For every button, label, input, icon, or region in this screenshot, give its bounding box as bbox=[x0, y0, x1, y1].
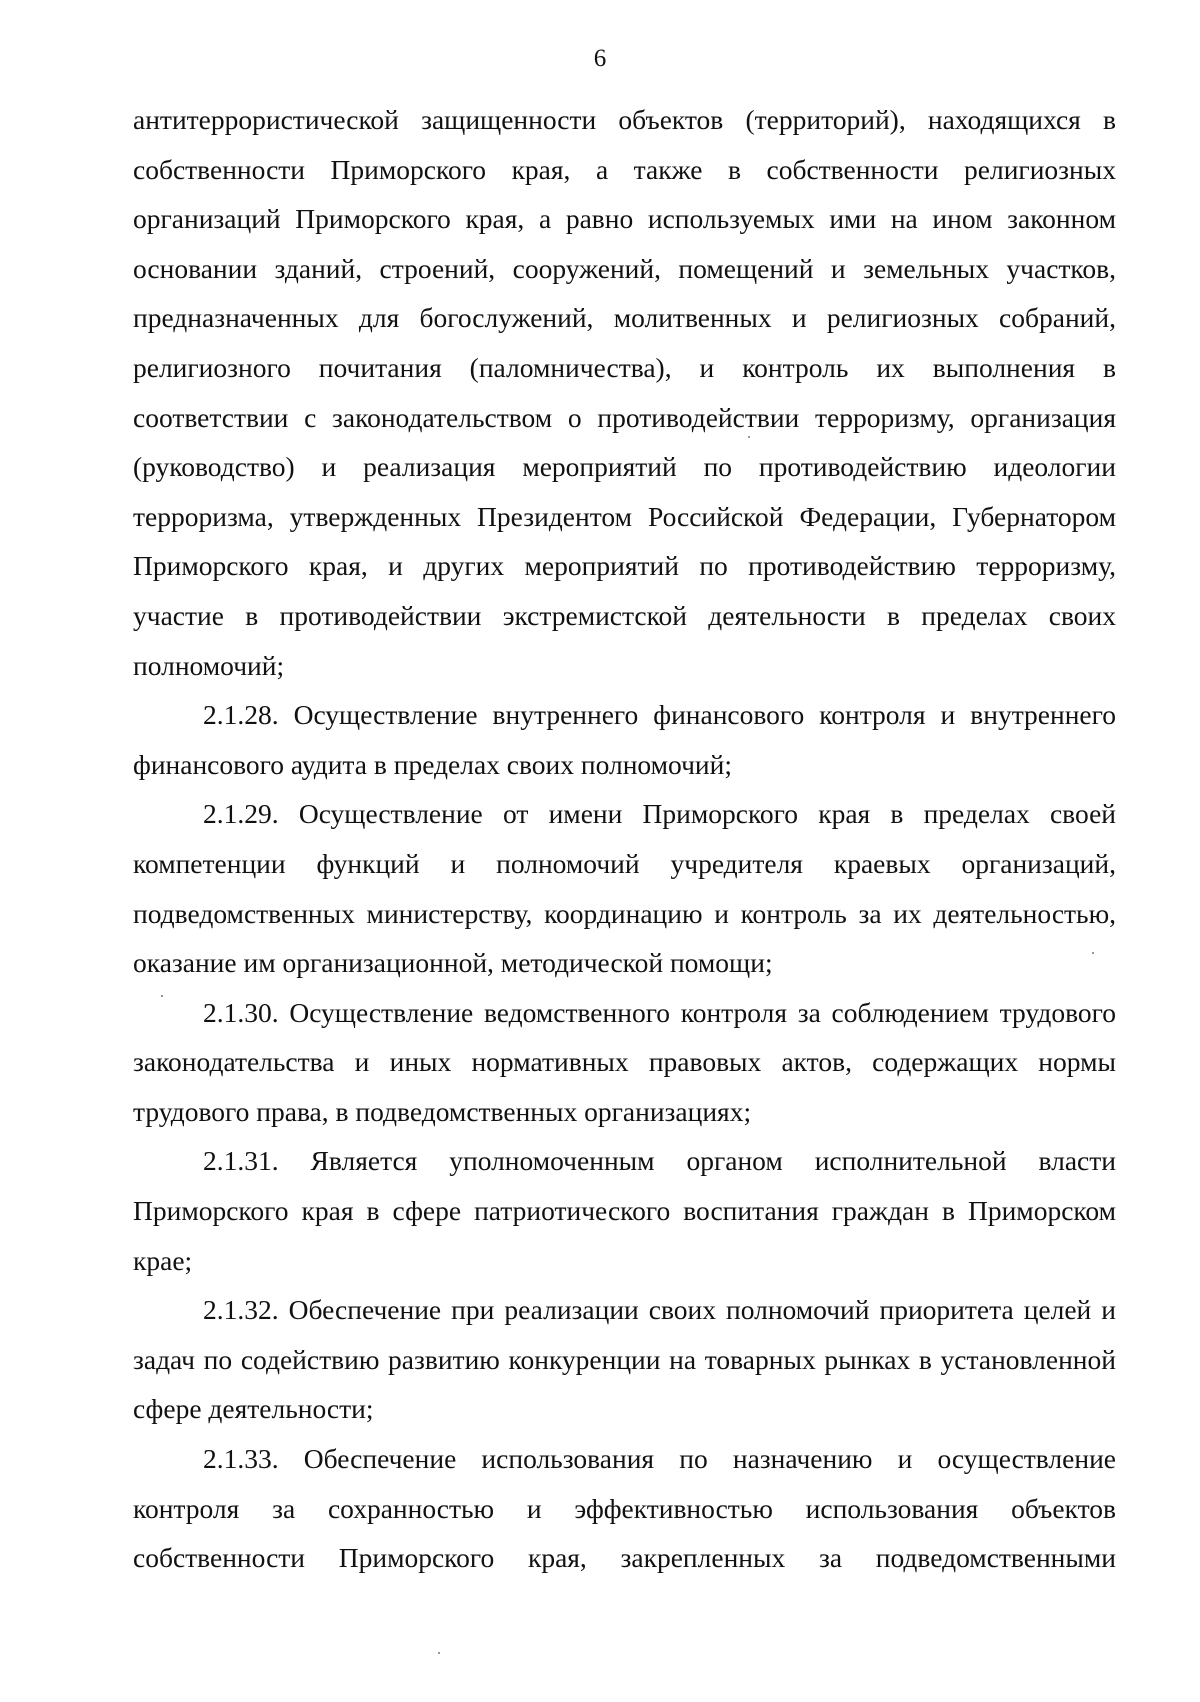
page-number: 6 bbox=[593, 45, 607, 72]
paragraph-2-1-29: 2.1.29. Осуществление от имени Приморского края в пределах своей компетенции функций и полномочий учредителя краевых организаций, подведомственных министерству, координацию и контроль за их деятельностью, оказание им организационной, методической помощи; bbox=[133, 798, 1116, 979]
document-body bbox=[133, 95, 1116, 1583]
paragraph-2-1-28: 2.1.28. Осуществление внутреннего финансового контроля и внутреннего финансового аудита в пределах своих полномочий; bbox=[133, 699, 1116, 780]
paragraph-2-1-33: 2.1.33. Обеспечение использования по назначению и осуществление контроля за сохранностью и эффективностью использования объектов собственности Приморского края, закрепленных за подведомственными bbox=[133, 1443, 1116, 1574]
paragraph-2-1-31: 2.1.31. Является уполномоченным органом исполнительной власти Приморского края в сфере патриотического воспитания граждан в Приморском крае; bbox=[133, 1145, 1116, 1276]
paragraph-2-1-32: 2.1.32. Обеспечение при реализации своих полномочий приоритета целей и задач по содействию развитию конкуренции на товарных рынках в установленной сфере деятельности; bbox=[133, 1294, 1116, 1425]
paragraph-continuation: антитеррористической защищенности объектов (территорий), находящихся в собственности Приморского края, а также в собственности религиозных организаций Приморского края, а равно используемых ими на ином законном основании зданий, строений, сооружений, помещений и земельных участков, предназначенных для богослужений, молитвенных и религиозных собраний, религиозного почитания (паломничества), и контроль их выполнения в соответствии с законодательством о противодействии терроризму, организация (руководство) и реализация мероприятий по противодействию идеологии терроризма, утвержденных Президентом Российской Федерации, Губернатором Приморского края, и других мероприятий по противодействию терроризму, участие в противодействии экстремистской деятельности в пределах своих полномочий; bbox=[133, 104, 1116, 681]
scan-speck bbox=[438, 1652, 440, 1654]
paragraph-2-1-30: 2.1.30. Осуществление ведомственного контроля за соблюдением трудового законодательства и иных нормативных правовых актов, содержащих нормы трудового права, в подведомственных организациях; bbox=[133, 996, 1116, 1127]
scan-speck bbox=[748, 436, 750, 438]
scan-speck bbox=[1092, 952, 1094, 954]
scan-speck bbox=[161, 995, 163, 997]
